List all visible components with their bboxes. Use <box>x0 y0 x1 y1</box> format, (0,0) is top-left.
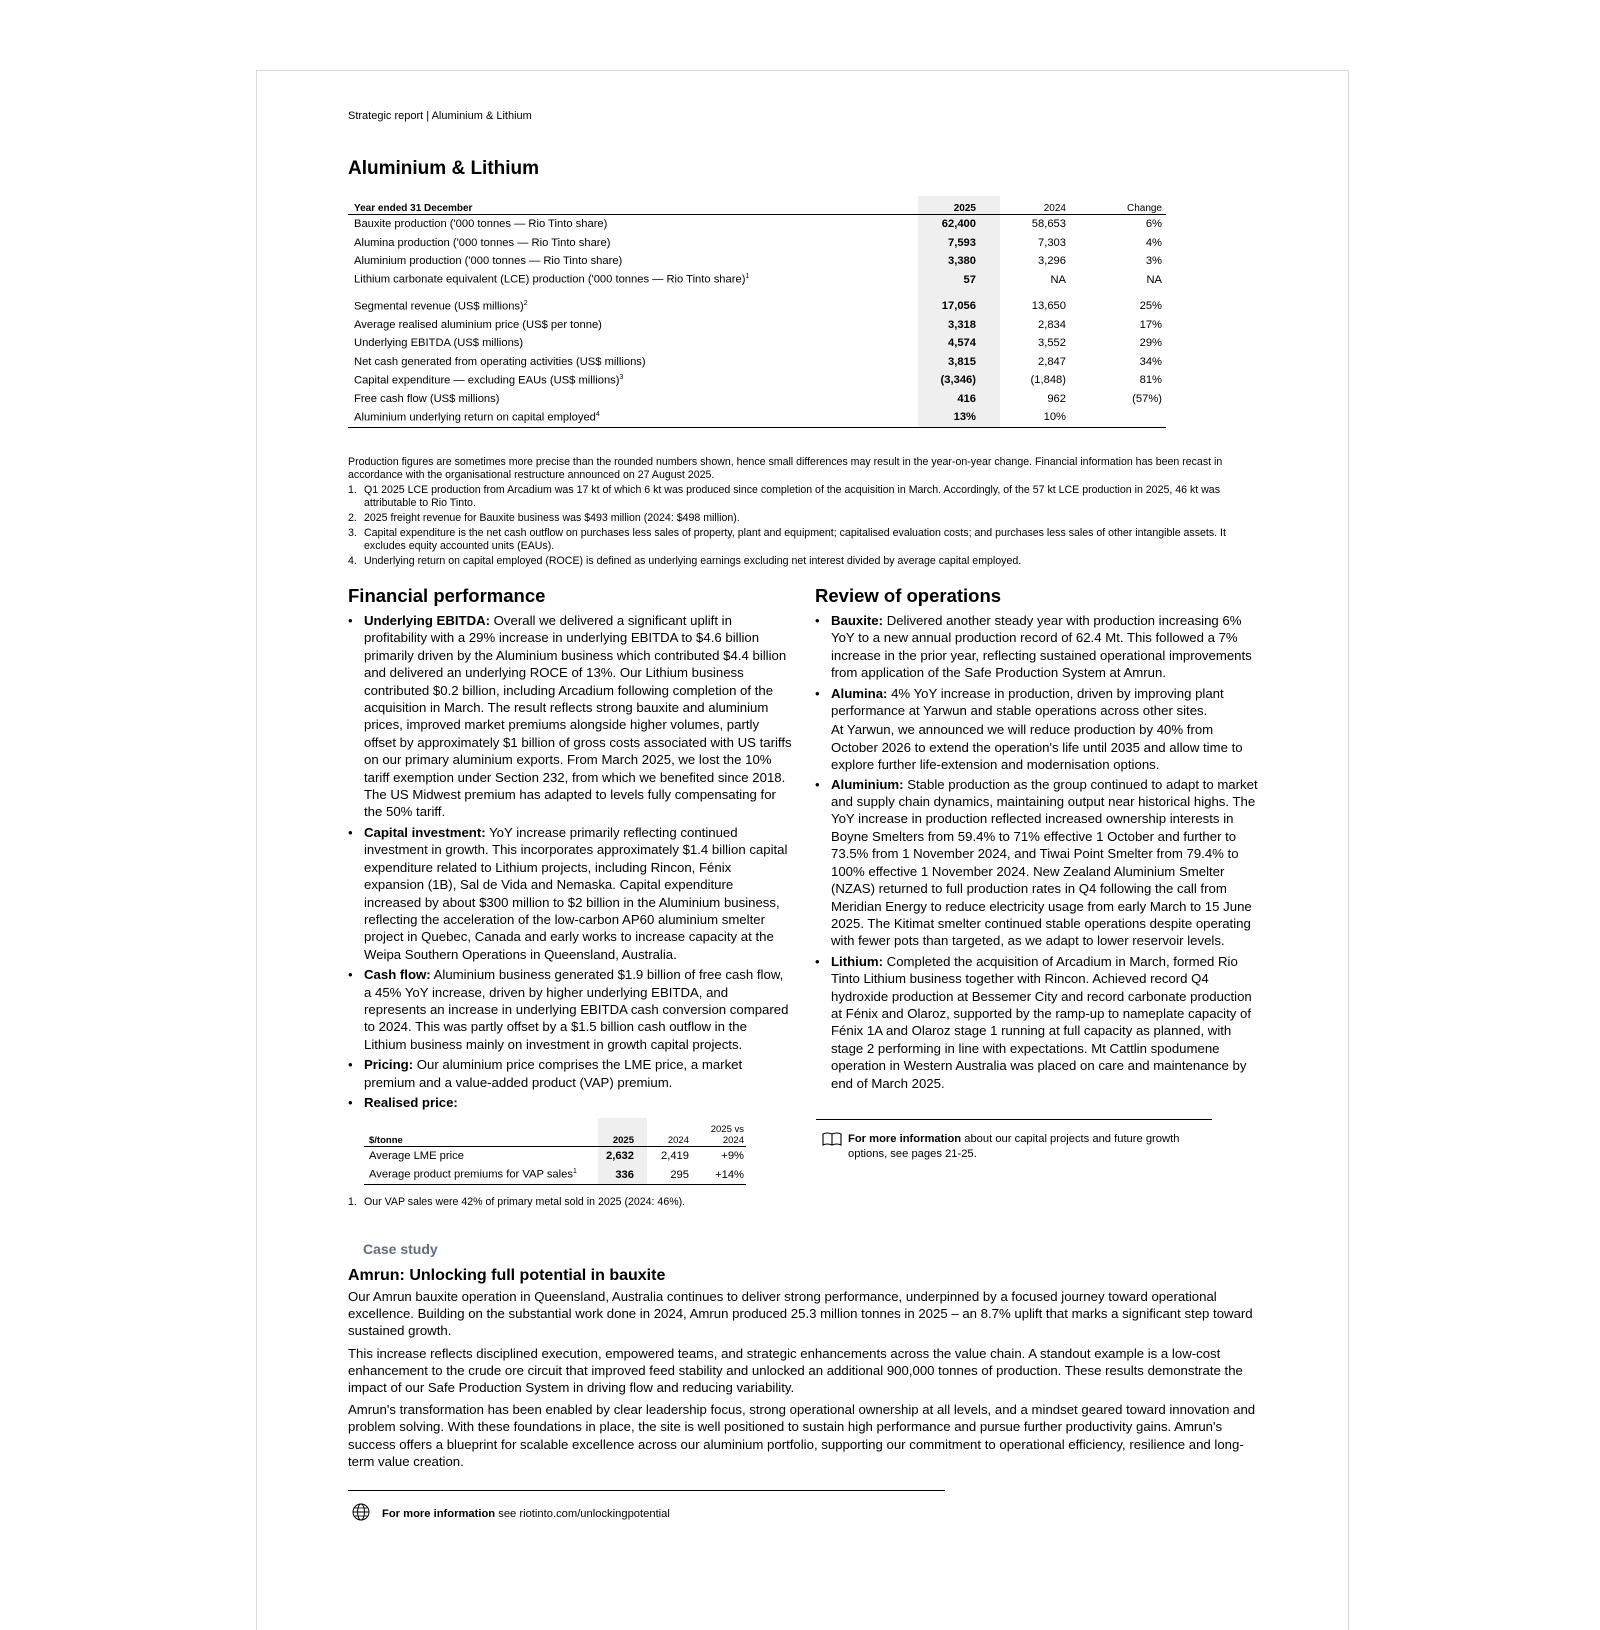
bullet-dot: • <box>815 685 820 701</box>
bullet-dot: • <box>815 776 820 792</box>
kpi-value-2024: 3,552 <box>1038 337 1066 350</box>
kpi-value-2025: 3,380 <box>948 255 976 268</box>
footnote-number: 3. <box>348 527 357 539</box>
kpi-row <box>348 271 1166 290</box>
footnote <box>348 484 1258 510</box>
kpi-label-text: Net cash generated from operating activities (US$ millions) <box>354 355 646 368</box>
kpi-row-label <box>348 353 894 372</box>
footnote <box>348 512 1258 525</box>
more-info-capital-projects[interactable] <box>816 1119 1212 1162</box>
kpi-value-2025: 17,056 <box>941 300 976 313</box>
footnote <box>348 555 1258 568</box>
vap-change: +14% <box>695 1166 746 1185</box>
kpi-label-text: Underlying EBITDA (US$ millions) <box>354 337 524 350</box>
globe-icon <box>348 1503 382 1524</box>
kpi-header-label: Year ended 31 December <box>348 196 894 215</box>
kpi-row-label <box>348 215 894 234</box>
kpi-header-change: Change <box>1080 196 1166 215</box>
bullet-title: Underlying EBITDA: <box>364 613 491 628</box>
case-study-paragraph: Amrun's transformation has been enabled by clear leadership focus, strong operational ownership at all levels, and a mindset geared toward innovation and problem solving. With these foundations in place, the site is well positioned to sustain high performance and pursue further productivity gains. Amrun's success offers a blueprint for scalable excellence across our aluminium portfolio, supporting our commitment to operational efficiency, resilience and long-term value creation. <box>348 1402 1256 1469</box>
kpi-label-text: Segmental revenue (US$ millions) <box>354 300 524 313</box>
kpi-value-2024: 2,834 <box>1038 318 1066 331</box>
kpi-label-text: Capital expenditure — excluding EAUs (US$ millions) <box>354 374 620 387</box>
bullet-text: Overall we delivered a significant uplift in profitability with a 29% increase in underlying EBITDA to $4.6 billion primarily driven by the Aluminium business which contributed $4.4 billion and delivered an underlying ROCE of 13%. Our Lithium business contributed $0.2 billion, including Arcadium following completion of the acquisition in March. The result reflects strong bauxite and aluminium prices, improved market premiums alongside higher volumes, partly offset by approximately $1 billion of gross costs associated with US tariffs on our primary aluminium exports. From March 2025, we lost the 10% tariff exemption under Section 232, from which we benefited since 2018. The US Midwest premium has adapted to levels fully compensating for the 50% tariff. <box>364 613 792 820</box>
more-info-website[interactable] <box>348 1490 945 1524</box>
kpi-row-label <box>348 297 894 316</box>
kpi-change: 25% <box>1139 300 1162 313</box>
bullet-body <box>364 966 793 1053</box>
table-notes <box>348 456 1258 570</box>
vap-footnote <box>348 1196 685 1208</box>
kpi-value-2024: 2,847 <box>1038 355 1066 368</box>
vap-value-2024: 295 <box>640 1166 695 1185</box>
kpi-change: 34% <box>1139 355 1162 368</box>
more-info-label: For more information <box>848 1133 962 1145</box>
kpi-value-2025: (3,346) <box>940 374 976 387</box>
vap-row <box>364 1166 746 1185</box>
vap-label-text: Average LME price <box>369 1150 464 1163</box>
bullet-lithium <box>815 953 1260 1092</box>
bullet-aluminium <box>815 776 1260 950</box>
kpi-change: 4% <box>1145 236 1162 249</box>
financial-bullet <box>348 612 793 821</box>
vap-value-2024: 2,419 <box>661 1150 689 1163</box>
financial-heading: Financial performance <box>348 585 546 606</box>
bullet-dot: • <box>348 1057 353 1073</box>
vap-label-text: Average product premiums for VAP sales <box>369 1169 573 1182</box>
row-spacer <box>348 289 1166 297</box>
vap-row <box>364 1147 746 1166</box>
kpi-change: 81% <box>1139 374 1162 387</box>
footnote-number: 4. <box>348 555 357 567</box>
kpi-label-text: Lithium carbonate equivalent (LCE) production ('000 tonnes — Rio Tinto share) <box>354 274 746 287</box>
case-study-paragraph: This increase reflects disciplined execution, empowered teams, and strategic enhancements across the value chain. A standout example is a low-cost enhancement to the crude ore circuit that improved feed stability and unlocked an additional 900,000 tonnes of production. These results demonstrate the impact of our Safe Production System in driving flow and reducing variability. <box>348 1345 1243 1396</box>
bullet-title: Aluminium: <box>831 776 904 792</box>
kpi-row <box>348 371 1166 390</box>
more-info-text: about our capital projects and future growth options, see pages 21-25. <box>848 1133 1180 1160</box>
financial-bullet <box>348 1056 793 1091</box>
kpi-label-text: Bauxite production ('000 tonnes — Rio Tinto share) <box>354 218 608 231</box>
vap-change: +9% <box>721 1150 744 1163</box>
kpi-change: 6% <box>1145 218 1162 231</box>
bullet-text: Completed the acquisition of Arcadium in March, formed Rio Tinto Lithium business together with Rincon. Achieved record Q4 hydroxide production at Bessemer City and record carbonate production at Fénix and Olaroz, supported by the ramp-up to nameplate capacity of Fénix 1A and Olaroz stage 1 running at full capacity as planned, with stage 2 performing in line with expectations. Mt Cattlin spodumene operation in Western Australia was placed on care and maintenance by end of March 2025. <box>831 953 1252 1091</box>
bullet-body <box>364 612 793 821</box>
financial-bullet <box>348 966 793 1053</box>
kpi-value-2024: NA <box>1050 273 1066 286</box>
bullet-bauxite <box>815 612 1260 682</box>
kpi-row-label <box>348 334 894 353</box>
kpi-row-label <box>348 390 894 409</box>
kpi-change: 17% <box>1139 318 1162 331</box>
kpi-label-text: Aluminium production ('000 tonnes — Rio Tinto share) <box>354 255 623 268</box>
bullet-body <box>364 1056 793 1091</box>
bullet-dot: • <box>348 967 353 983</box>
bullet-title: Capital investment: <box>364 824 486 840</box>
bullet-text: YoY increase primarily reflecting continued investment in growth. This incorporates approximately $1.4 billion capital expenditure related to Lithium projects, including Rincon, Fénix expansion (1B), Sal de Vida and Nemaska. Capital expenditure increased by about $300 million to $2 billion in the Aluminium business, reflecting the acceleration of the low-carbon AP60 aluminium smelter project in Quebec, Canada and early works to increase capacity at the Weipa Southern Operations in Queensland, Australia. <box>364 824 788 962</box>
kpi-row-label <box>348 316 894 335</box>
kpi-value-2025: 3,318 <box>948 318 976 331</box>
bullet-text: 4% YoY increase in production, driven by improving plant performance at Yarwun and stable operations across other sites. <box>831 685 1224 719</box>
kpi-change: (57%) <box>1132 392 1162 405</box>
kpi-table <box>348 196 1166 428</box>
footnote-ref: 3 <box>619 373 624 381</box>
case-study-title: Amrun: Unlocking full potential in bauxite <box>348 1267 666 1284</box>
vap-header-row <box>364 1118 746 1147</box>
footnote-ref: 4 <box>595 410 600 418</box>
vap-header-change: 2025 vs 2024 <box>695 1118 746 1147</box>
kpi-row <box>348 334 1166 353</box>
kpi-header-2025: 2025 <box>894 196 984 215</box>
kpi-change: NA <box>1146 273 1162 286</box>
kpi-value-2024: 10% <box>984 408 1080 427</box>
kpi-value-2025: 13% <box>894 408 984 427</box>
kpi-row <box>348 215 1166 234</box>
book-icon <box>816 1132 848 1162</box>
vap-row-label <box>364 1166 585 1185</box>
kpi-change <box>1080 408 1166 427</box>
footnote <box>348 527 1258 553</box>
vap-header-unit: $/tonne <box>364 1118 585 1147</box>
kpi-row <box>348 297 1166 316</box>
alumina-subparagraph: At Yarwun, we announced we will reduce production by 40% from October 2026 to extend the operation's life until 2035 and allow time to explore further life-extension and modernisation options. <box>831 722 1243 773</box>
kpi-value-2024: 3,296 <box>1038 255 1066 268</box>
bullet-dot: • <box>348 613 353 628</box>
kpi-row <box>348 408 1166 427</box>
kpi-value-2025: 62,400 <box>941 218 976 231</box>
web-text: see riotinto.com/unlockingpotential <box>495 1507 670 1520</box>
vap-header-2025: 2025 <box>585 1118 640 1147</box>
review-of-operations-section <box>815 584 1260 1095</box>
kpi-value-2025: 57 <box>963 273 976 286</box>
kpi-label-text: Free cash flow (US$ millions) <box>354 392 500 405</box>
footnote-text: Capital expenditure is the net cash outflow on purchases less sales of property, plant and equipment; capitalised evaluation costs; and purchases less sales of other intangible assets. It excludes equity accounted units (EAUs). <box>364 527 1226 552</box>
case-study-body <box>348 1288 1258 1475</box>
bullet-dot: • <box>348 824 353 840</box>
kpi-header-row <box>348 196 1166 215</box>
bullet-title: Lithium: <box>831 953 884 969</box>
kpi-row <box>348 316 1166 335</box>
breadcrumb: Strategic report | Aluminium & Lithium <box>348 110 532 122</box>
bullet-title: Cash flow: <box>364 967 431 983</box>
kpi-value-2024: 13,650 <box>1031 300 1066 313</box>
financial-bullet <box>348 824 793 963</box>
financial-bullet <box>348 1094 793 1111</box>
kpi-row-label <box>348 371 894 390</box>
bullet-dot: • <box>348 1094 353 1110</box>
vap-footnote-text: Our VAP sales were 42% of primary metal sold in 2025 (2024: 46%). <box>364 1196 686 1208</box>
kpi-value-2024: 58,653 <box>1031 218 1066 231</box>
kpi-row <box>348 234 1166 253</box>
footnote-ref: 1 <box>745 273 750 281</box>
bullet-alumina <box>815 685 1260 720</box>
case-study-paragraph: Our Amrun bauxite operation in Queensland, Australia continues to deliver strong performance, underpinned by a focused journey toward operational excellence. Building on the substantial work done in 2024, Amrun produced 25.3 million tonnes in 2025 – an 8.7% uplift that marks a significant step toward sustained growth. <box>348 1289 1253 1339</box>
footnote-number: 1. <box>348 484 357 496</box>
kpi-label-text: Average realised aluminium price (US$ per tonne) <box>354 318 602 331</box>
footnote-ref: 2 <box>523 299 528 307</box>
kpi-value-2024: 7,303 <box>1038 236 1066 249</box>
bullet-dot: • <box>815 613 820 628</box>
kpi-label-text: Aluminium underlying return on capital employed <box>354 411 596 424</box>
vap-row-label <box>364 1147 585 1166</box>
footnote-text: Q1 2025 LCE production from Arcadium was 17 kt of which 6 kt was produced since completion of the acquisition in March. Accordingly, of the 57 kt LCE production in 2025, 46 kt was attributable to Rio Tinto. <box>364 484 1220 509</box>
kpi-value-2025: 416 <box>957 392 976 405</box>
kpi-row-label <box>348 234 894 253</box>
kpi-change: 29% <box>1139 337 1162 350</box>
bullet-text: Our aluminium price comprises the LME price, a market premium and a value-added product (VAP) premium. <box>364 1057 743 1090</box>
vap-value-2025: 2,632 <box>606 1150 634 1163</box>
page-title: Aluminium & Lithium <box>348 158 540 179</box>
kpi-change: 3% <box>1145 255 1162 268</box>
notes-intro: Production figures are sometimes more precise than the rounded numbers shown, hence small differences may result in the year-on-year change. Financial information has been recast in accordance with the organisational restructure announced on 27 August 2025. <box>348 456 1223 481</box>
financial-performance-section <box>348 584 793 1114</box>
web-label: For more information <box>382 1507 496 1520</box>
kpi-value-2025: 4,574 <box>948 337 976 350</box>
vap-footnote-number: 1. <box>348 1196 357 1208</box>
case-study-label: Case study <box>363 1241 438 1257</box>
operations-heading: Review of operations <box>815 585 1002 606</box>
realised-price-table <box>364 1118 746 1185</box>
bullet-text: Stable production as the group continued to adapt to market and supply chain dynamics, maintaining output near historical highs. The YoY increase in production reflected increased ownership interests in Boyne Smelters from 59.4% to 71% effective 1 October and further to 73.5% from 1 November 2024, and Tiwai Point Smelter from 79.4% to 100% effective 1 November 2024. New Zealand Aluminium Smelter (NZAS) returned to full production rates in Q4 following the call from Meridian Energy to reduce electricity usage from early March to 15 June 2025. The Kitimat smelter continued stable operations despite operating with fewer pots than targeted, as we adapt to lower reservoir levels. <box>831 776 1258 949</box>
bullet-body <box>364 824 793 963</box>
kpi-row <box>348 353 1166 372</box>
vap-value-2025: 336 <box>585 1166 640 1185</box>
kpi-value-2024: 962 <box>1047 392 1066 405</box>
spacer-cell <box>348 289 1166 297</box>
bullet-dot: • <box>815 953 820 969</box>
bullet-title: Realised price: <box>364 1094 458 1110</box>
kpi-row-label <box>348 271 894 290</box>
footnote-number: 2. <box>348 512 357 524</box>
footnote-ref: 1 <box>572 1168 577 1176</box>
footnote-text: Underlying return on capital employed (ROCE) is defined as underlying earnings excluding net interest divided by average capital employed. <box>364 555 1022 567</box>
kpi-row <box>348 252 1166 271</box>
bullet-text: Delivered another steady year with production increasing 6% YoY to a new annual production record of 62.4 Mt. This followed a 7% increase in the prior year, reflecting sustained operational improvements from application of the Safe Production System at Amrun. <box>831 613 1252 681</box>
kpi-row-label <box>348 408 894 427</box>
footnote-text: 2025 freight revenue for Bauxite business was $493 million (2024: $498 million). <box>364 512 740 524</box>
kpi-value-2025: 7,593 <box>948 236 976 249</box>
kpi-label-text: Alumina production ('000 tonnes — Rio Tinto share) <box>354 236 611 249</box>
bullet-text: Aluminium business generated $1.9 billion of free cash flow, a 45% YoY increase, driven by higher underlying EBITDA, and represents an increase in underlying EBITDA cash conversion compared to 2024. This was partly offset by a $1.5 billion cash outflow in the Lithium business mainly on investment in growth capital projects. <box>364 967 789 1052</box>
bullet-body <box>364 1094 458 1111</box>
kpi-row-label <box>348 252 894 271</box>
bullet-title: Alumina: <box>831 685 888 701</box>
kpi-value-2025: 3,815 <box>948 355 976 368</box>
kpi-value-2024: (1,848) <box>1030 374 1066 387</box>
kpi-row <box>348 390 1166 409</box>
vap-header-2024: 2024 <box>640 1118 695 1147</box>
bullet-title: Bauxite: <box>831 613 884 628</box>
bullet-title: Pricing: <box>364 1057 414 1073</box>
kpi-header-2024: 2024 <box>984 196 1080 215</box>
